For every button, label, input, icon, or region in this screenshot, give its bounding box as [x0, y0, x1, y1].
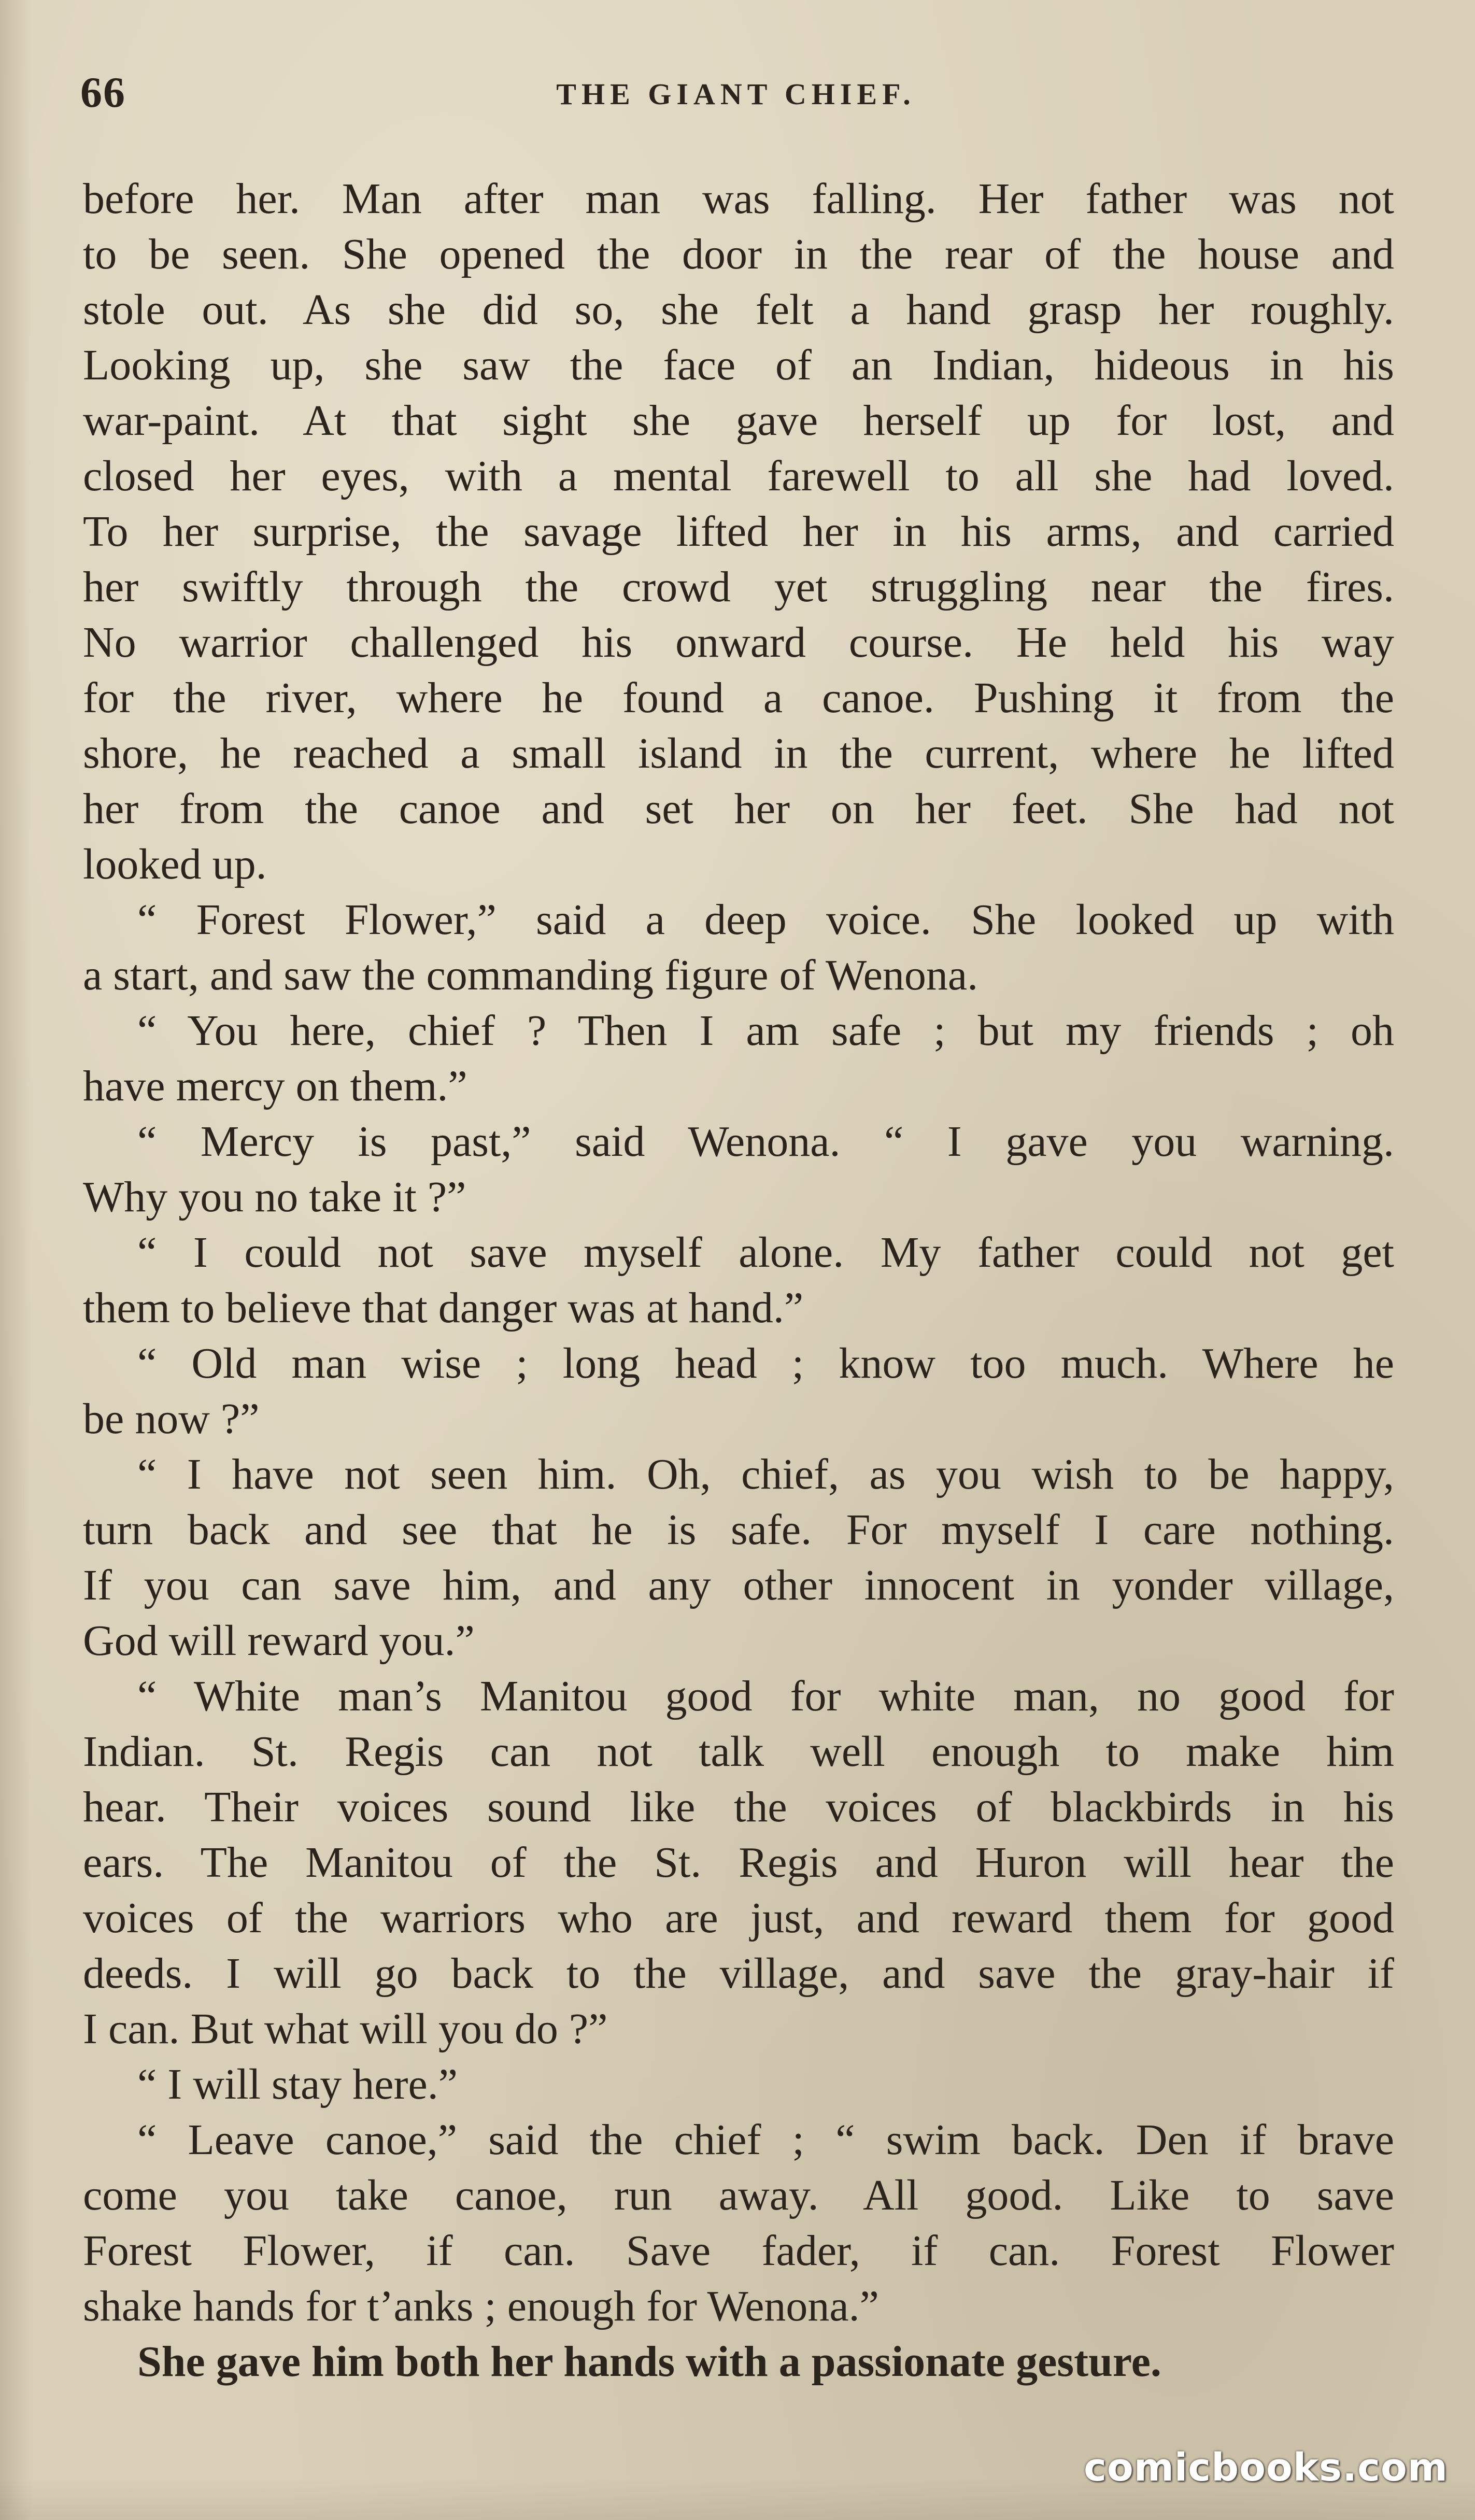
- text-line: “ White man’s Manitou good for white man, no good for: [137, 1672, 1394, 1720]
- text-line: shake hands for t’anks ; enough for Wenona.”: [83, 2282, 879, 2330]
- text-line: deeds. I will go back to the village, and save the gray-hair if: [83, 1949, 1394, 1998]
- text-line: come you take canoe, run away. All good. Like to save: [83, 2171, 1394, 2219]
- text-line: for the river, where he found a canoe. Pushing it from the: [83, 674, 1394, 722]
- page-header: [80, 67, 1392, 124]
- text-line: war-paint. At that sight she gave herself up for lost, and: [83, 397, 1394, 445]
- text-line: her from the canoe and set her on her feet. She had not: [83, 785, 1394, 833]
- watermark: comicbooks.com: [1084, 2445, 1448, 2490]
- text-line: Forest Flower, if can. Save fader, if can. Forest Flower: [83, 2227, 1394, 2275]
- text-line: voices of the warriors who are just, and reward them for good: [83, 1894, 1394, 1942]
- text-line: a start, and saw the commanding figure of Wenona.: [83, 951, 978, 999]
- text-line: “ Leave canoe,” said the chief ; “ swim back. Den if brave: [137, 2116, 1394, 2164]
- text-line: stole out. As she did so, she felt a hand grasp her roughly.: [83, 286, 1394, 334]
- text-line: “ You here, chief ? Then I am safe ; but my friends ; oh: [137, 1007, 1394, 1055]
- text-line: ears. The Manitou of the St. Regis and Huron will hear the: [83, 1838, 1394, 1887]
- text-line: “ Mercy is past,” said Wenona. “ I gave you warning.: [137, 1117, 1394, 1166]
- text-line: looked up.: [83, 840, 267, 888]
- text-line: them to believe that danger was at hand.”: [83, 1284, 804, 1332]
- text-line: I can. But what will you do ?”: [83, 2005, 608, 2053]
- text-line: If you can save him, and any other innocent in yonder village,: [83, 1561, 1394, 1609]
- text-line: “ Old man wise ; long head ; know too much. Where he: [137, 1339, 1394, 1388]
- text-line: Why you no take it ?”: [83, 1173, 466, 1221]
- text-line: before her. Man after man was falling. Her father was not: [83, 175, 1394, 223]
- text-line: “ I could not save myself alone. My father could not get: [137, 1228, 1394, 1277]
- text-line: closed her eyes, with a mental farewell to all she had loved.: [83, 452, 1394, 500]
- text-line: shore, he reached a small island in the current, where he lifted: [83, 729, 1394, 777]
- text-line: She gave him both her hands with a passionate gesture.: [137, 2338, 1161, 2386]
- text-line: her swiftly through the crowd yet struggling near the fires.: [83, 563, 1394, 611]
- text-line: turn back and see that he is safe. For myself I care nothing.: [83, 1506, 1394, 1554]
- text-line: “ Forest Flower,” said a deep voice. She looked up with: [137, 896, 1394, 944]
- text-line: “ I have not seen him. Oh, chief, as you wish to be happy,: [137, 1450, 1394, 1498]
- text-line: God will reward you.”: [83, 1617, 475, 1665]
- page-number: 66: [80, 68, 126, 117]
- text-line: No warrior challenged his onward course. He held his way: [83, 618, 1394, 667]
- running-title: THE GIANT CHIEF.: [556, 77, 916, 111]
- text-line: “ I will stay here.”: [137, 2060, 458, 2108]
- body-text: [83, 171, 1394, 2389]
- text-line: have mercy on them.”: [83, 1062, 467, 1110]
- text-line: Indian. St. Regis can not talk well enough to make him: [83, 1728, 1394, 1776]
- text-line: be now ?”: [83, 1395, 260, 1443]
- text-line: hear. Their voices sound like the voices of blackbirds in his: [83, 1783, 1394, 1831]
- text-line: to be seen. She opened the door in the rear of the house and: [83, 230, 1394, 278]
- text-line: Looking up, she saw the face of an Indian, hideous in his: [83, 341, 1394, 389]
- text-line: To her surprise, the savage lifted her in his arms, and carried: [83, 507, 1394, 556]
